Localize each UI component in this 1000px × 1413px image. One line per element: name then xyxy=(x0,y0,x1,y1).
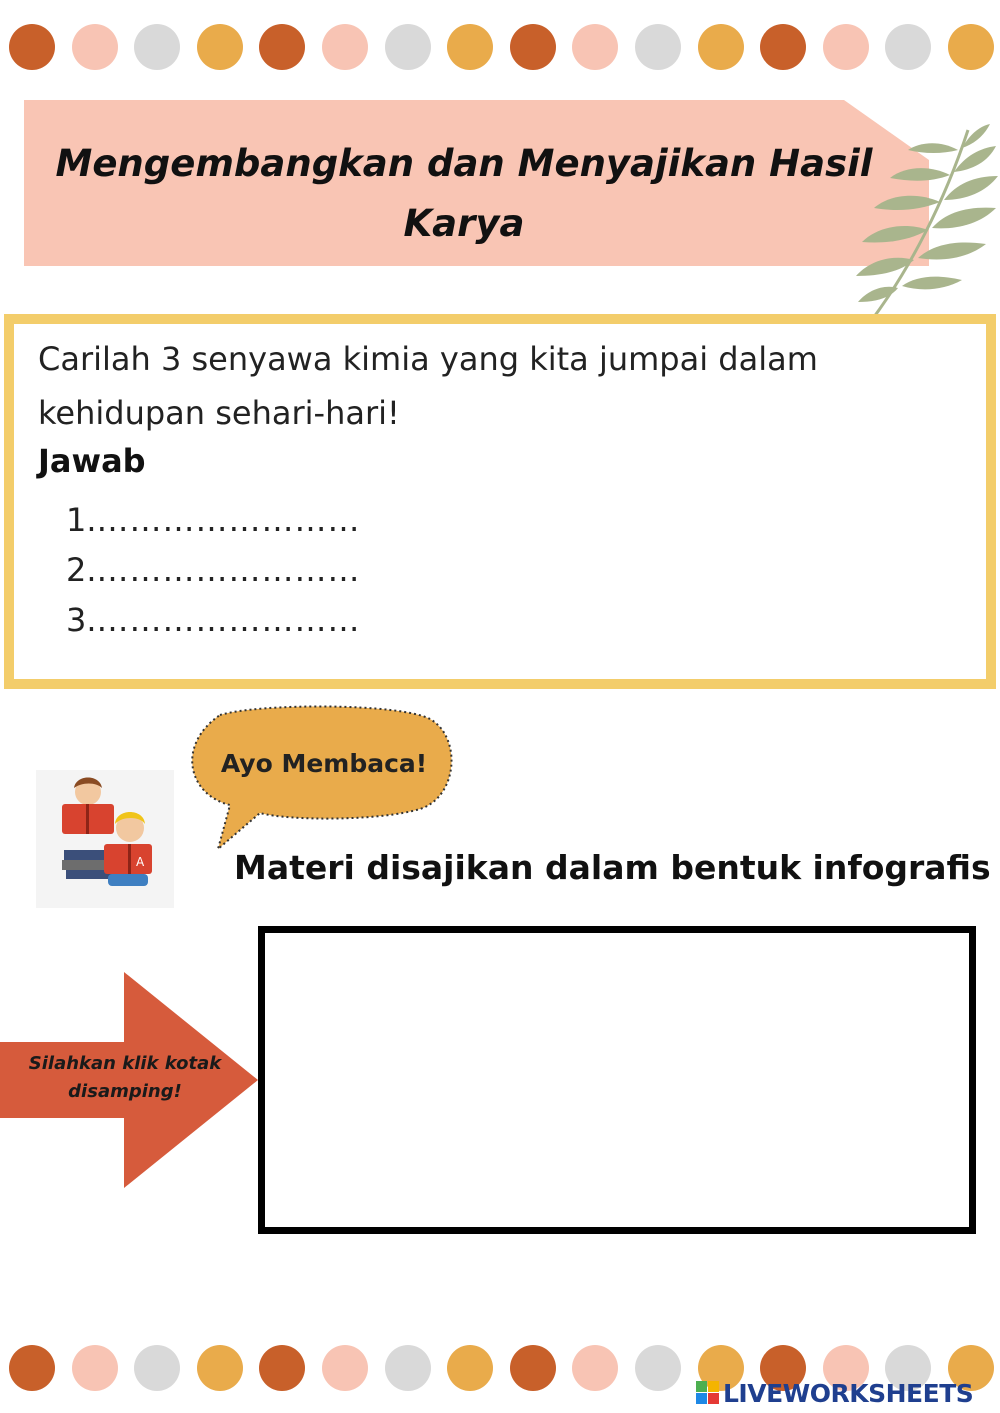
kids-reading-illustration xyxy=(36,770,174,908)
question-prompt: Carilah 3 senyawa kimia yang kita jumpai dalam kehidupan sehari-hari! xyxy=(38,340,818,432)
liveworksheets-watermark xyxy=(696,1376,973,1410)
top-dot-border xyxy=(0,24,1000,74)
question-box xyxy=(4,314,996,689)
decorative-dot xyxy=(9,1345,55,1391)
decorative-dot xyxy=(572,24,618,70)
decorative-dot xyxy=(885,24,931,70)
decorative-dot xyxy=(635,24,681,70)
decorative-dot xyxy=(385,1345,431,1391)
watermark-text: LIVEWORKSHEETS xyxy=(723,1378,974,1408)
answer-number: 1. xyxy=(66,501,97,539)
decorative-dot xyxy=(322,24,368,70)
answer-blank-3[interactable]: …………………… xyxy=(96,601,361,639)
page-title: Mengembangkan dan Menyajikan Hasil Karya xyxy=(55,142,873,245)
decorative-dot xyxy=(385,24,431,70)
answer-row-3[interactable] xyxy=(66,596,361,644)
decorative-dot xyxy=(134,24,180,70)
decorative-dot xyxy=(197,1345,243,1391)
liveworksheets-logo-icon xyxy=(696,1381,720,1405)
decorative-dot xyxy=(510,1345,556,1391)
answer-number: 3. xyxy=(66,601,97,639)
decorative-dot xyxy=(698,24,744,70)
title-banner xyxy=(24,100,929,266)
decorative-dot xyxy=(823,24,869,70)
decorative-dot xyxy=(447,1345,493,1391)
answer-row-2[interactable] xyxy=(66,546,361,594)
palm-leaf-icon xyxy=(850,120,1000,330)
answer-blank-2[interactable]: …………………… xyxy=(96,551,361,589)
speech-bubble xyxy=(180,705,455,855)
decorative-dot xyxy=(134,1345,180,1391)
section-heading: Materi disajikan dalam bentuk infografis xyxy=(234,848,991,887)
decorative-dot xyxy=(447,24,493,70)
decorative-dot xyxy=(72,1345,118,1391)
pointer-arrow xyxy=(0,972,262,1188)
answer-label: Jawab xyxy=(38,442,146,480)
answer-blank-1[interactable]: …………………… xyxy=(96,501,361,539)
decorative-dot xyxy=(510,24,556,70)
infographic-link-box[interactable] xyxy=(258,926,976,1234)
decorative-dot xyxy=(259,24,305,70)
decorative-dot xyxy=(259,1345,305,1391)
bubble-text: Ayo Membaca! xyxy=(220,749,428,778)
answer-row-1[interactable] xyxy=(66,496,361,544)
speech-bubble-shape xyxy=(180,705,455,855)
decorative-dot xyxy=(948,24,994,70)
decorative-dot xyxy=(72,24,118,70)
decorative-dot xyxy=(9,24,55,70)
arrow-instruction: Silahkan klik kotak disamping! xyxy=(28,1053,222,1102)
decorative-dot xyxy=(635,1345,681,1391)
decorative-dot xyxy=(322,1345,368,1391)
decorative-dot xyxy=(197,24,243,70)
answer-number: 2. xyxy=(66,551,97,589)
decorative-dot xyxy=(760,24,806,70)
decorative-dot xyxy=(572,1345,618,1391)
svg-text:A: A xyxy=(136,855,145,869)
